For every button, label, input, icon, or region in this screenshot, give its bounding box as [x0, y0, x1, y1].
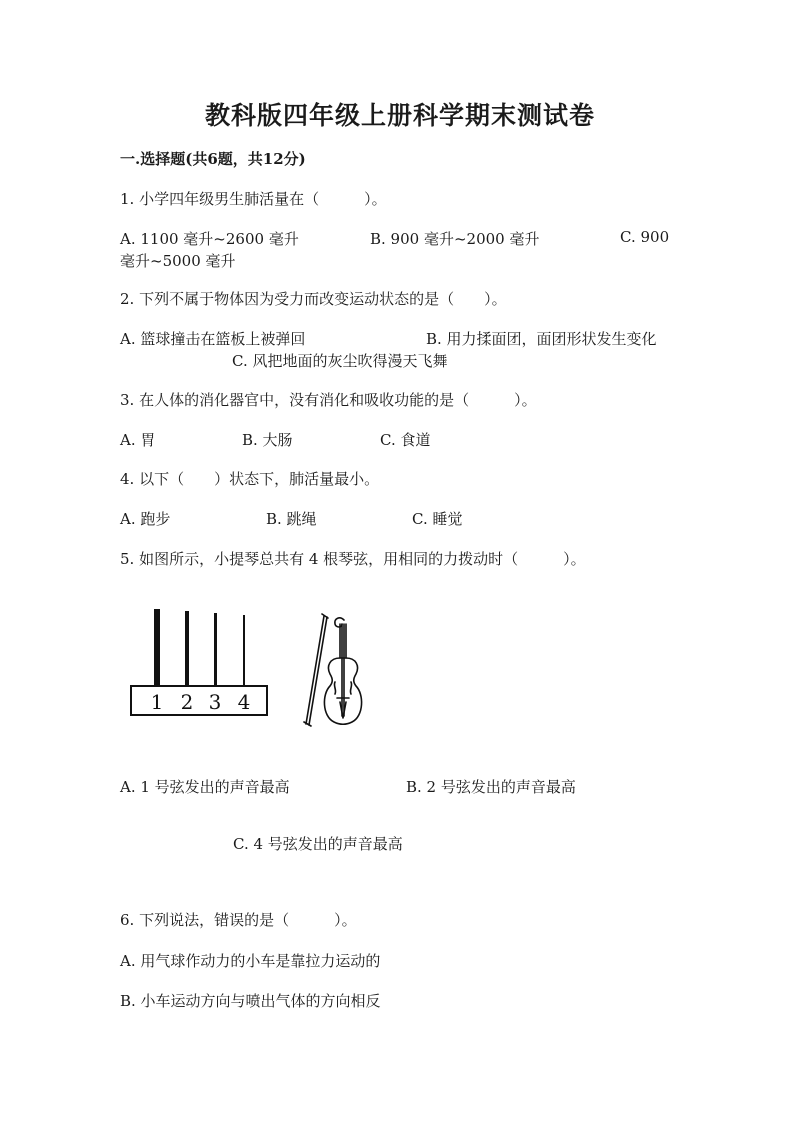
string-number-3: 3 — [208, 690, 222, 714]
q3-option-c: C. 食道 — [380, 431, 431, 449]
q1-option-b: B. 900 毫升~2000 毫升 — [370, 230, 540, 248]
page-title: 教科版四年级上册科学期末测试卷 — [204, 101, 595, 130]
q2-option-c: C. 风把地面的灰尘吹得漫天飞舞 — [232, 352, 448, 370]
question-2: 2. 下列不属于物体因为受力而改变运动状态的是（ ）。 — [120, 290, 507, 308]
string-1 — [154, 609, 160, 687]
string-2 — [185, 611, 189, 687]
strings-diagram — [128, 605, 270, 720]
q3-option-b: B. 大肠 — [242, 431, 293, 449]
violin-bow — [306, 616, 324, 724]
q4-option-a: A. 跑步 — [120, 510, 171, 528]
violin-image — [300, 612, 370, 730]
question-4: 4. 以下（ ）状态下，肺活量最小。 — [120, 470, 380, 488]
question-3: 3. 在人体的消化器官中，没有消化和吸收功能的是（ ）。 — [120, 391, 537, 409]
q3-option-a: A. 胃 — [120, 431, 156, 449]
q2-option-b: B. 用力揉面团，面团形状发生变化 — [426, 330, 657, 348]
q4-option-b: B. 跳绳 — [266, 510, 317, 528]
section-heading: 一.选择题(共6题，共12分) — [120, 150, 306, 168]
string-number-1: 1 — [150, 690, 164, 714]
q5-option-b: B. 2 号弦发出的声音最高 — [406, 778, 576, 796]
string-number-4: 4 — [237, 690, 251, 714]
q5-option-c: C. 4 号弦发出的声音最高 — [233, 835, 403, 853]
q1-option-a: A. 1100 毫升~2600 毫升 — [120, 230, 299, 248]
q6-option-b: B. 小车运动方向与喷出气体的方向相反 — [120, 992, 381, 1010]
question-5: 5. 如图所示，小提琴总共有 4 根琴弦，用相同的力拨动时（ ）。 — [120, 550, 586, 568]
q4-option-c: C. 睡觉 — [412, 510, 463, 528]
string-number-2: 2 — [180, 690, 194, 714]
string-4 — [243, 615, 245, 687]
q1-option-c-continued: 毫升~5000 毫升 — [120, 252, 236, 270]
question-1: 1. 小学四年级男生肺活量在（ ）。 — [120, 190, 387, 208]
q2-option-a: A. 篮球撞击在篮板上被弹回 — [120, 330, 306, 348]
q1-option-c: C. 900 — [620, 228, 670, 246]
string-3 — [214, 613, 217, 687]
q6-option-a: A. 用气球作动力的小车是靠拉力运动的 — [120, 952, 381, 970]
question-6: 6. 下列说法，错误的是（ ）。 — [120, 911, 357, 929]
q5-option-a: A. 1 号弦发出的声音最高 — [120, 778, 290, 796]
